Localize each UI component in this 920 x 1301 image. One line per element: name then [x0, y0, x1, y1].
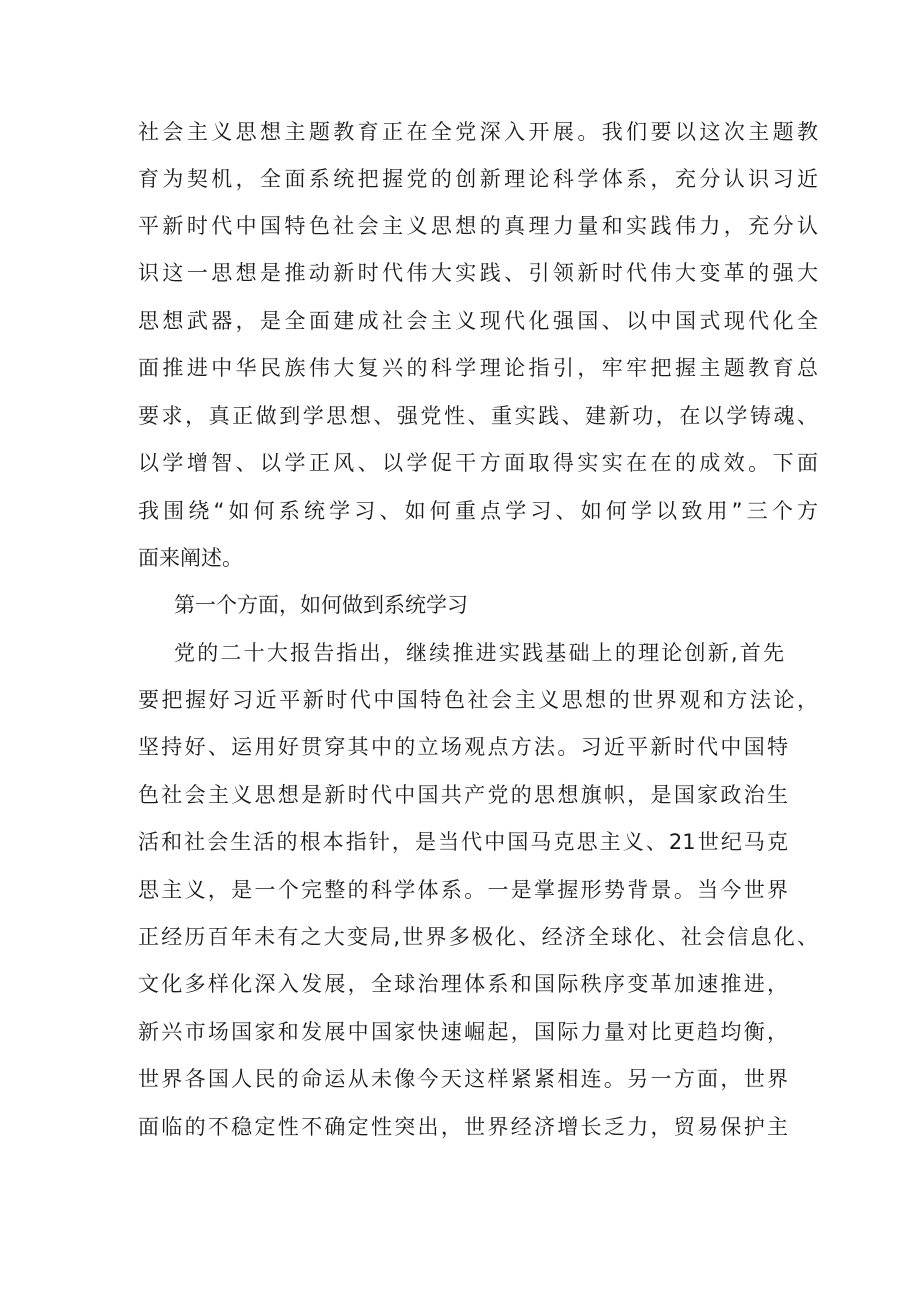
paragraph-line: 面来阐述。: [138, 546, 243, 570]
paragraph-line: 思想武器，是全面建成社会主义现代化强国、以中国式现代化全: [138, 309, 818, 333]
paragraph-line: 思主义，是一个完整的科学体系。一是掌握形势背景。当今世界: [138, 878, 788, 902]
paragraph-line: 面推进中华民族伟大复兴的科学理论指引，牢牢把握主题教育总: [138, 356, 818, 380]
paragraph-line: 要把握好习近平新时代中国特色社会主义思想的世界观和方法论，: [138, 688, 818, 712]
paragraph-line: 世界各国人民的命运从未像今天这样紧紧相连。另一方面，世界: [138, 1067, 788, 1091]
section-heading: 第一个方面，如何做到系统学习: [174, 593, 468, 617]
paragraph-line: 以学增智、以学正风、以学促干方面取得实实在在的成效。下面: [138, 451, 818, 475]
paragraph-line: 色社会主义思想是新时代中国共产党的思想旗帜，是国家政治生: [138, 783, 788, 807]
paragraph-line: 面临的不稳定性不确定性突出，世界经济增长乏力，贸易保护主: [138, 1115, 788, 1139]
paragraph-line: 我围绕“如何系统学习、如何重点学习、如何学以致用”三个方: [138, 499, 818, 523]
paragraph-line: 识这一思想是推动新时代伟大实践、引领新时代伟大变革的强大: [138, 261, 818, 285]
paragraph-line: 正经历百年未有之大变局,世界多极化、经济全球化、社会信息化、: [138, 925, 818, 949]
paragraph-line: 新兴市场国家和发展中国家快速崛起，国际力量对比更趋均衡，: [138, 1020, 788, 1044]
paragraph-line: 平新时代中国特色社会主义思想的真理力量和实践伟力，充分认: [138, 214, 818, 238]
paragraph-line: 文化多样化深入发展，全球治理体系和国际秩序变革加速推进，: [138, 972, 788, 996]
paragraph-line: 坚持好、运用好贯穿其中的立场观点方法。习近平新时代中国特: [138, 735, 788, 759]
paragraph-line: 党的二十大报告指出，继续推进实践基础上的理论创新,首先: [174, 641, 784, 665]
paragraph-line: 要求，真正做到学思想、强党性、重实践、建新功，在以学铸魂、: [138, 404, 818, 428]
paragraph-line: 社会主义思想主题教育正在全党深入开展。我们要以这次主题教: [138, 120, 818, 144]
paragraph-line: 育为契机，全面系统把握党的创新理论科学体系，充分认识习近: [138, 167, 818, 191]
paragraph-line: 活和社会生活的根本指针，是当代中国马克思主义、21世纪马克: [138, 830, 788, 854]
